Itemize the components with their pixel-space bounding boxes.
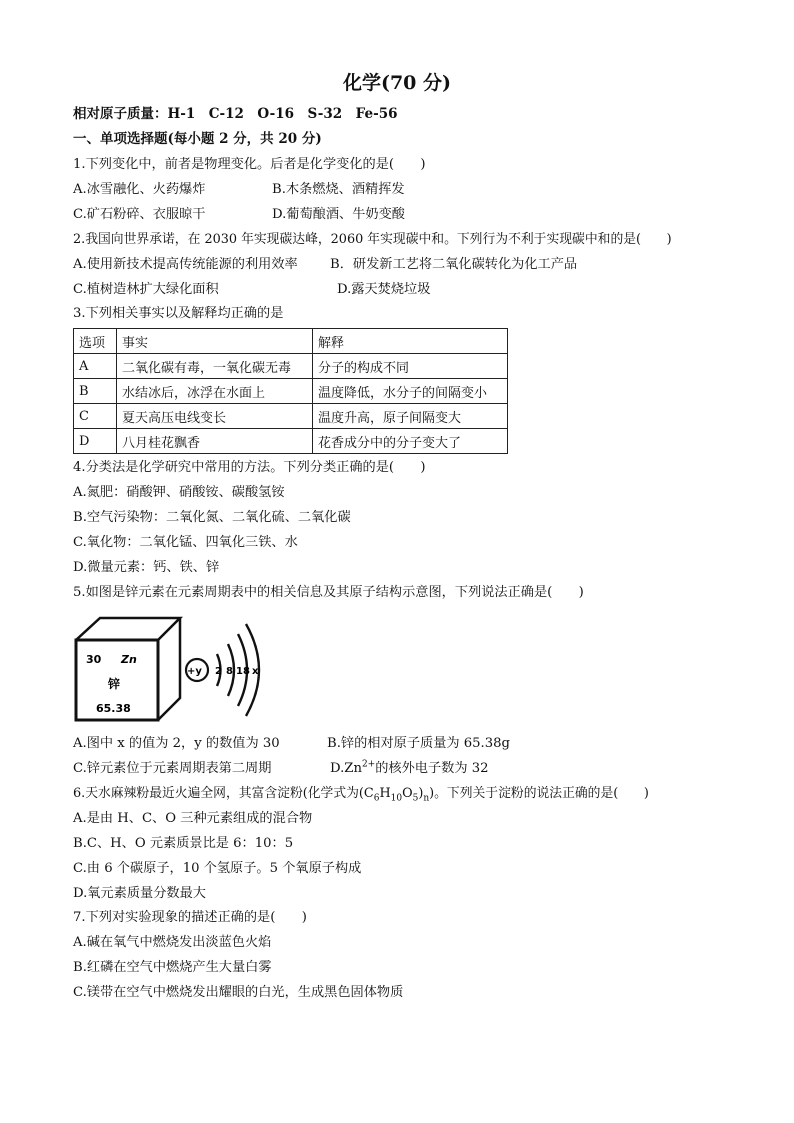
table-cell: D — [74, 429, 117, 454]
table-cell: 二氧化碳有毒，一氧化碳无毒 — [117, 354, 313, 379]
table-row — [74, 379, 508, 404]
subscript: 10 — [390, 793, 403, 804]
question-6-stem — [73, 785, 649, 803]
stem-part: 6.天水麻辣粉最近火遍全网，其富含淀粉(化学式为(C — [73, 786, 374, 801]
table-cell: 八月桂花飘香 — [117, 429, 313, 454]
question-3-stem: 3.下列相关事实以及解释均正确的是 — [73, 306, 284, 321]
table-cell: 分子的构成不同 — [313, 354, 508, 379]
question-7-option-b: B.红磷在空气中燃烧产生大量白雾 — [73, 960, 272, 975]
atomic-masses: 相对原子质量：H-1 C-12 O-16 S-32 Fe-56 — [73, 106, 398, 122]
shell-electrons: x — [252, 666, 259, 677]
question-1-option-c: C.矿石粉碎、衣服晾干 — [73, 207, 206, 222]
table-header: 选项 — [74, 329, 117, 354]
atomic-mass: 65.38 — [96, 702, 131, 715]
question-2-option-d: D.露天焚烧垃圾 — [337, 282, 431, 297]
facts-table — [73, 328, 508, 454]
element-name: 锌 — [108, 677, 121, 691]
question-4-stem: 4.分类法是化学研究中常用的方法。下列分类正确的是( ) — [73, 460, 426, 475]
question-1-option-a: A.冰雪融化、火药爆炸 — [73, 182, 206, 197]
question-1-stem: 1.下列变化中，前者是物理变化。后者是化学变化的是( ) — [73, 157, 426, 172]
question-5-option-b: B.锌的相对原子质量为 65.38g — [327, 736, 510, 751]
option-d-suffix: 的核外电子数为 32 — [375, 761, 489, 776]
subscript: 5 — [412, 793, 419, 804]
table-cell: 水结冰后，冰浮在水面上 — [117, 379, 313, 404]
question-4-option-d: D.微量元素：钙、铁、锌 — [73, 560, 220, 575]
question-5-option-a: A.图中 x 的值为 2，y 的数值为 30 — [73, 736, 280, 751]
subscript: n — [423, 793, 430, 804]
question-7-option-a: A.碱在氧气中燃烧发出淡蓝色火焰 — [73, 935, 272, 950]
stem-part: ) — [418, 786, 424, 801]
atom-structure-diagram — [186, 624, 259, 716]
question-6-option-b: B.C、H、O 元素质景比是 6：10：5 — [73, 836, 294, 851]
zinc-figure — [70, 612, 280, 727]
question-2-option-b: B．研发新工艺将二氧化碳转化为化工产品 — [330, 257, 578, 272]
question-2-option-a: A.使用新技术提高传统能源的利用效率 — [73, 257, 298, 272]
question-5-option-d — [330, 760, 489, 778]
table-cell: 温度降低，水分子的间隔变小 — [313, 379, 508, 404]
question-6-option-d: D.氧元素质量分数最大 — [73, 886, 206, 901]
shell-electrons: 2 — [215, 666, 222, 677]
table-cell: 温度升高，原子间隔变大 — [313, 404, 508, 429]
ion-charge: 2+ — [361, 759, 376, 770]
table-header: 事实 — [117, 329, 313, 354]
question-6-option-c: C.由 6 个碳原子，10 个氢原子。5 个氧原子构成 — [73, 861, 362, 876]
table-cell: 花香成分中的分子变大了 — [313, 429, 508, 454]
question-4-option-a: A.氮肥：硝酸钾、硝酸铵、碳酸氢铵 — [73, 485, 285, 500]
stem-part: O — [402, 786, 413, 801]
table-cell: B — [74, 379, 117, 404]
question-2-stem: 2.我国向世界承诺，在 2030 年实现碳达峰，2060 年实现碳中和。下列行为不利于实现碳中和的是( ) — [73, 232, 672, 247]
question-5-option-c: C.锌元素位于元素周期表第二周期 — [73, 761, 272, 776]
section-heading: 一、单项选择题(每小题 2 分，共 20 分) — [73, 131, 322, 147]
nucleus-charge: +y — [187, 666, 202, 677]
shell-electrons: 8 — [226, 666, 233, 677]
element-symbol: Zn — [121, 653, 137, 666]
question-1-option-d: D.葡萄酿酒、牛奶变酸 — [272, 207, 405, 222]
question-5-stem: 5.如图是锌元素在元素周期表中的相关信息及其原子结构示意图，下列说法正确是( ) — [73, 585, 584, 600]
page-title: 化学(70 分) — [342, 72, 452, 94]
table-row — [74, 354, 508, 379]
option-d-prefix: D.Zn — [330, 761, 362, 776]
table-row — [74, 429, 508, 454]
question-4-option-c: C.氧化物：二氧化锰、四氧化三铁、水 — [73, 535, 298, 550]
table-cell: C — [74, 404, 117, 429]
table-cell: A — [74, 354, 117, 379]
subscript: 6 — [373, 793, 380, 804]
table-row — [74, 404, 508, 429]
question-7-stem: 7.下列对实验现象的描述正确的是( ) — [73, 910, 307, 925]
atomic-number: 30 — [86, 653, 102, 666]
question-6-option-a: A.是由 H、C、O 三种元素组成的混合物 — [73, 811, 313, 826]
table-cell: 夏天高压电线变长 — [117, 404, 313, 429]
shell-electrons: 18 — [236, 666, 250, 677]
question-2-option-c: C.植树造林扩大绿化面积 — [73, 282, 219, 297]
stem-part: H — [379, 786, 391, 801]
question-1-option-b: B.木条燃烧、酒精挥发 — [272, 182, 405, 197]
question-7-option-c: C.镁带在空气中燃烧发出耀眼的白光，生成黑色固体物质 — [73, 985, 404, 1000]
question-4-option-b: B.空气污染物：二氧化氮、二氧化硫、二氧化碳 — [73, 510, 351, 525]
stem-part: )。下列关于淀粉的说法正确的是( ) — [429, 786, 649, 801]
table-header: 解释 — [313, 329, 508, 354]
table-header-row — [74, 329, 508, 354]
